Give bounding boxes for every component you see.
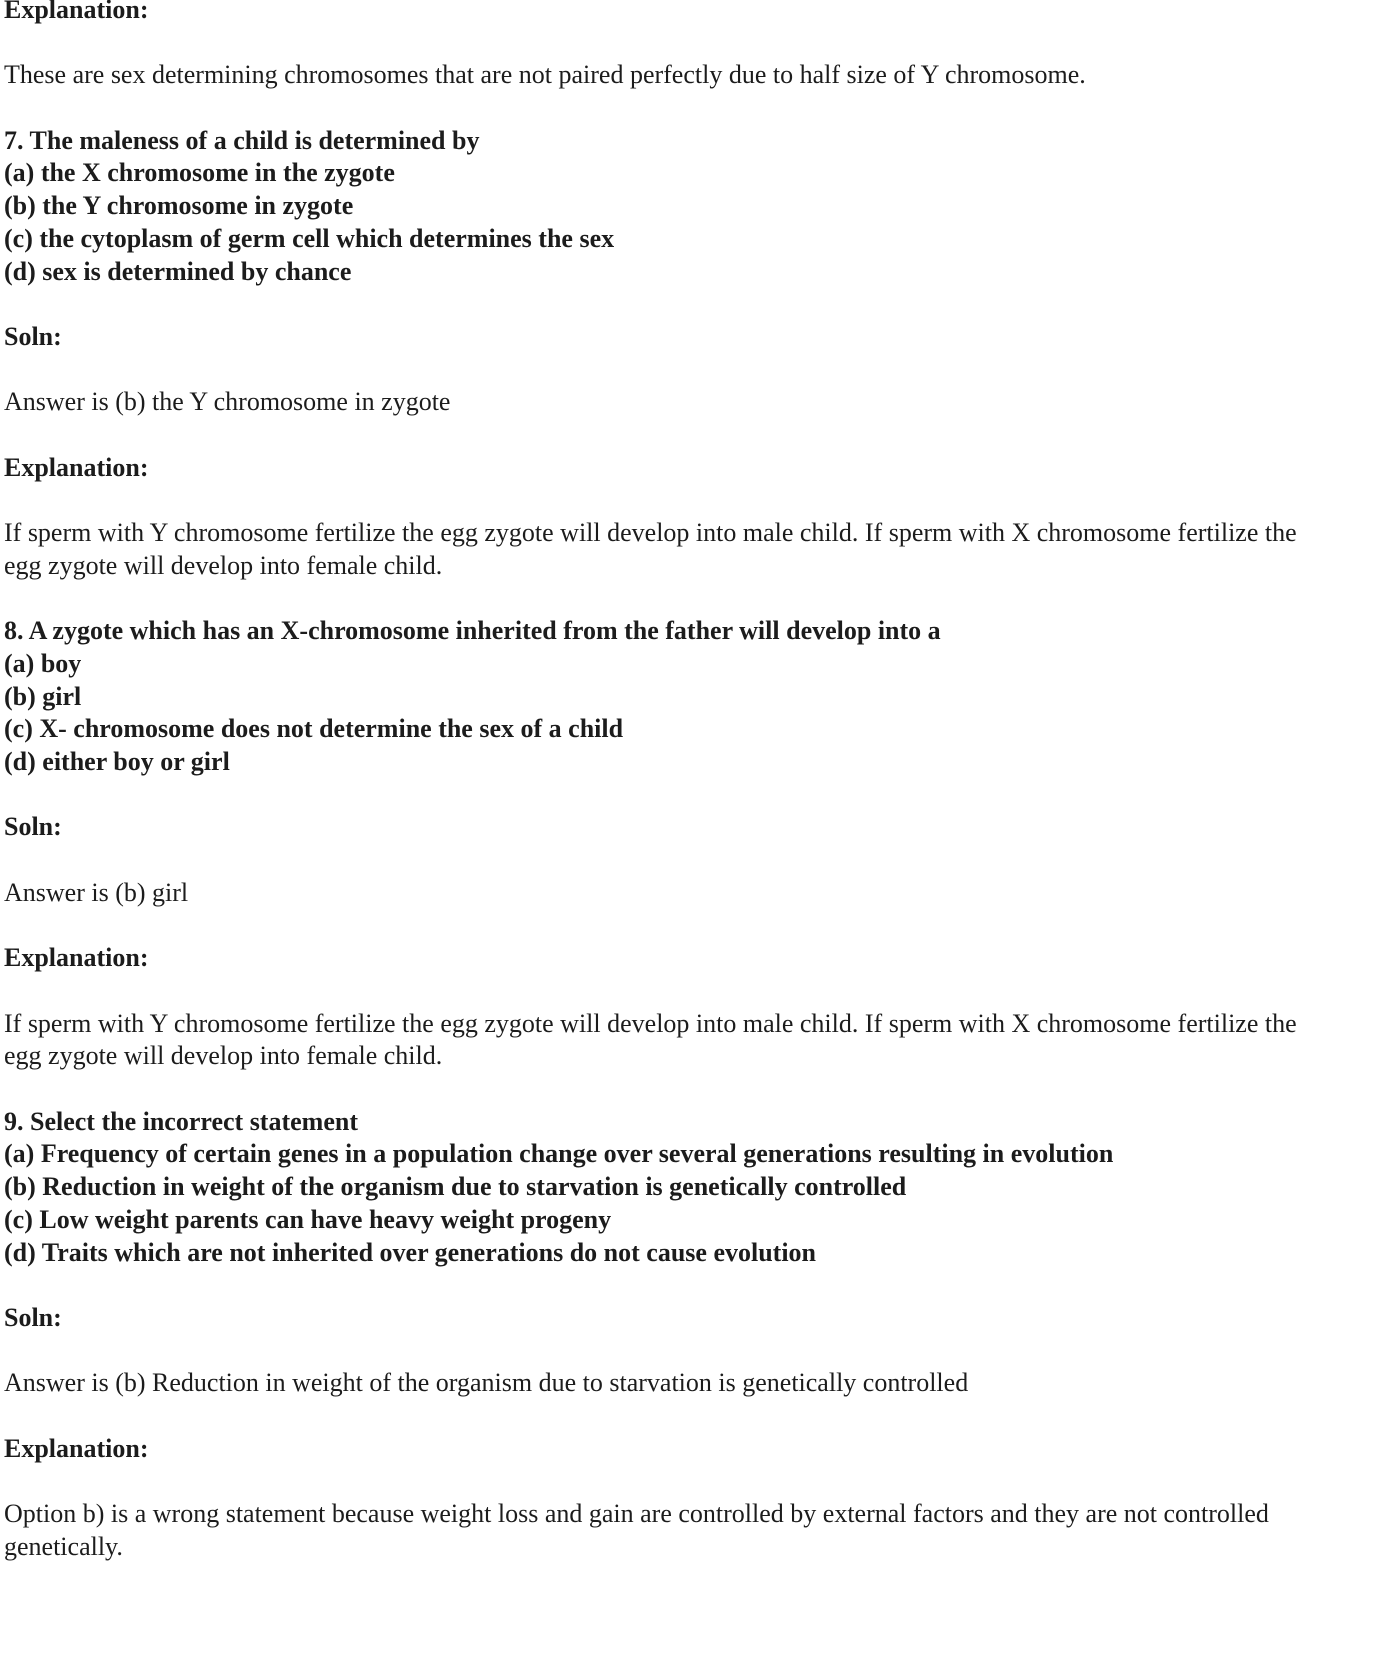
question-9-option-d: (d) Traits which are not inherited over generations do not cause evolution (4, 1237, 817, 1267)
question-9-title: 9. Select the incorrect statement (4, 1106, 358, 1136)
explanation-heading-q8: Explanation: (4, 943, 149, 973)
explanation-heading-q6: Explanation: (4, 0, 149, 24)
soln-heading-q9: Soln: (4, 1302, 62, 1332)
question-7-option-b: (b) the Y chromosome in zygote (4, 191, 354, 221)
question-7-option-d: (d) sex is determined by chance (4, 256, 352, 286)
question-8-title: 8. A zygote which has an X-chromosome inherited from the father will develop into a (4, 616, 941, 646)
answer-text-q7: Answer is (b) the Y chromosome in zygote (4, 387, 451, 417)
soln-heading-q8: Soln: (4, 812, 62, 842)
soln-heading-q7: Soln: (4, 321, 62, 351)
explanation-heading-q9: Explanation: (4, 1433, 149, 1463)
explanation-text-q9: Option b) is a wrong statement because weight loss and gain are controlled by external factors and they are not controlled genetically. (4, 1499, 1269, 1561)
answer-text-q8: Answer is (b) girl (4, 877, 189, 907)
question-8-option-b: (b) girl (4, 681, 82, 711)
question-8-option-d: (d) either boy or girl (4, 747, 230, 777)
question-7-block (4, 125, 1304, 289)
question-9-option-b: (b) Reduction in weight of the organism due to starvation is genetically controlled (4, 1172, 907, 1202)
question-8-option-a: (a) boy (4, 648, 82, 678)
answer-text-q9: Answer is (b) Reduction in weight of the organism due to starvation is genetically controlled (4, 1368, 969, 1398)
explanation-text-q6: These are sex determining chromosomes that are not paired perfectly due to half size of Y chromosome. (4, 60, 1086, 90)
explanation-text-q7: If sperm with Y chromosome fertilize the egg zygote will develop into male child. If sperm with X chromosome fertilize the egg zygote will develop into female child. (4, 518, 1297, 580)
question-7-option-c: (c) the cytoplasm of germ cell which determines the sex (4, 223, 615, 253)
question-8-option-c: (c) X- chromosome does not determine the sex of a child (4, 714, 624, 744)
explanation-text-q8: If sperm with Y chromosome fertilize the egg zygote will develop into male child. If sperm with X chromosome fertilize the egg zygote will develop into female child. (4, 1008, 1297, 1071)
question-7-option-a: (a) the X chromosome in the zygote (4, 158, 395, 188)
question-8-block (4, 615, 1304, 779)
question-9-option-a: (a) Frequency of certain genes in a population change over several generations resulting in evolution (4, 1139, 1114, 1169)
question-7-title: 7. The maleness of a child is determined by (4, 125, 480, 155)
explanation-heading-q7: Explanation: (4, 452, 149, 482)
question-9-option-c: (c) Low weight parents can have heavy weight progeny (4, 1204, 612, 1234)
question-9-block (4, 1106, 1304, 1270)
